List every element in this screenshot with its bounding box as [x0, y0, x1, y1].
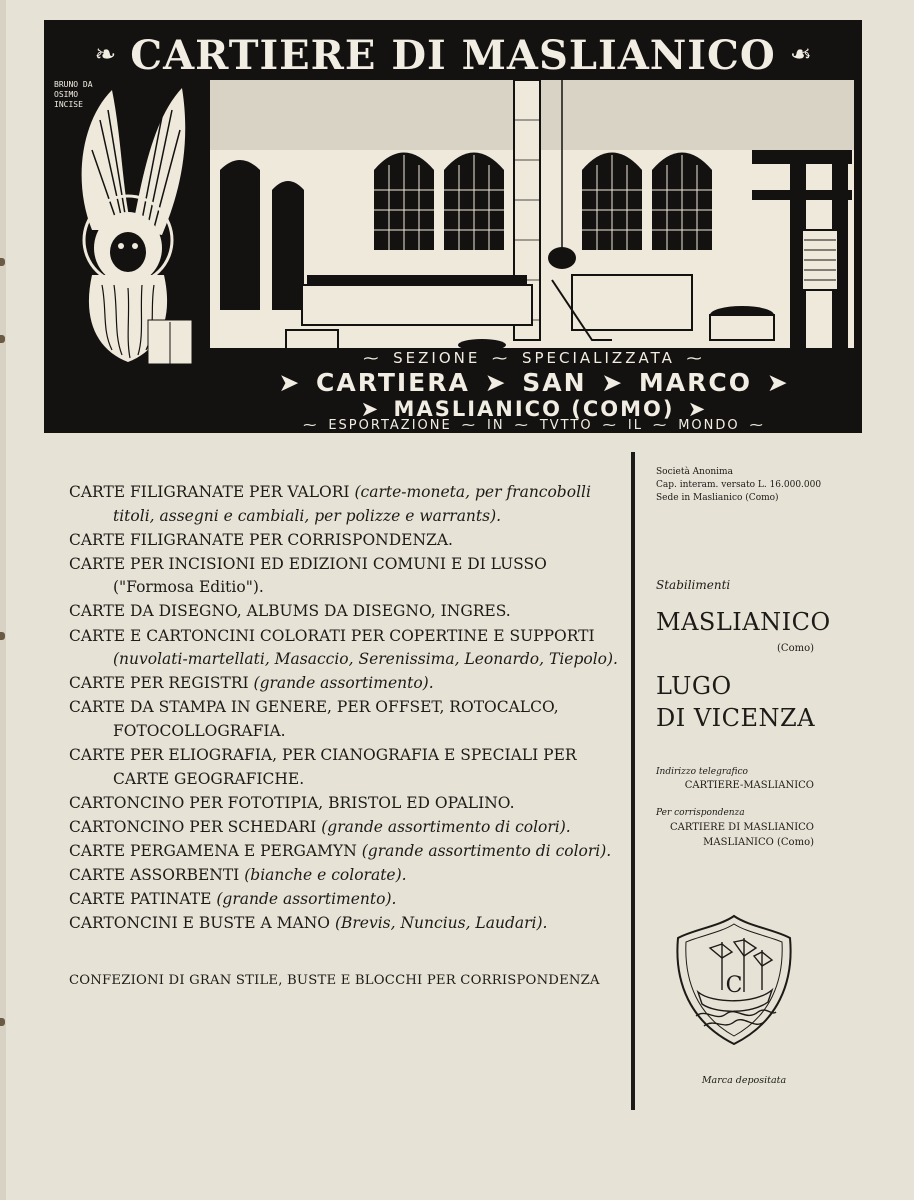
binding-hole: [0, 1018, 5, 1026]
banner-word: SPECIALIZZATA: [521, 349, 675, 367]
banner-word: IN: [487, 418, 505, 433]
product-note: (carte-moneta, per francobolli: [354, 483, 591, 501]
ornament-icon: ➤: [687, 397, 708, 421]
plant-city-lugo: LUGO: [656, 672, 732, 700]
engraver-line: OSIMO: [54, 90, 79, 99]
product-name: CARTE DA DISEGNO, ALBUMS DA DISEGNO, INGRES.: [69, 602, 511, 621]
telegraph-label: Indirizzo telegrafico: [656, 767, 748, 777]
product-item: [69, 553, 617, 600]
company-seat: Sede in Maslianico (Como): [656, 493, 779, 503]
product-note: (grande assortimento di colori).: [321, 817, 571, 836]
ornament-right-icon: ❧: [789, 40, 812, 70]
product-item: [69, 696, 617, 743]
telegraph-address: CARTIERE-MASLIANICO: [684, 780, 814, 791]
papermill-engraving: [52, 80, 854, 365]
ornament-icon: ➤: [766, 368, 790, 397]
ornament-icon: ➤: [484, 368, 508, 397]
ornament-icon: ➤: [601, 368, 625, 397]
product-name: CARTE PER REGISTRI: [69, 674, 254, 693]
product-name: CARTONCINO PER SCHEDARI: [69, 817, 322, 836]
product-item: [69, 529, 617, 553]
correspondence-address-1: CARTIERE DI MASLIANICO: [670, 822, 814, 833]
product-note-cont: FOTOCOLLOGRAFIA.: [113, 721, 286, 740]
product-list: [69, 481, 617, 936]
product-item: [69, 912, 617, 936]
product-item: [69, 672, 617, 696]
product-name: CARTE PATINATE: [69, 890, 217, 909]
product-item: [69, 481, 617, 528]
banner-title-row: [44, 28, 862, 82]
product-item: [69, 792, 617, 816]
product-item: [69, 625, 617, 672]
company-capital: Cap. interam. versato L. 16.000.000: [656, 480, 822, 490]
winged-lion-icon: [52, 80, 204, 365]
ornament-icon: ⁓: [653, 418, 669, 433]
product-item: [69, 744, 617, 791]
plant-city-vicenza: DI VICENZA: [656, 704, 816, 732]
banner-line-cartiera: [214, 368, 854, 397]
banner-word: CARTIERA: [316, 368, 470, 397]
ornament-icon: ⁓: [363, 349, 382, 367]
product-name: CARTE FILIGRANATE PER CORRISPONDENZA.: [69, 530, 453, 549]
product-name: CARTONCINI E BUSTE A MANO: [69, 914, 335, 933]
binding-hole: [0, 258, 5, 266]
company-type: Società Anonima: [656, 467, 733, 477]
company-info: [656, 466, 821, 505]
binding-hole: [0, 335, 5, 343]
product-note-cont: CARTE GEOGRAFICHE.: [113, 769, 305, 788]
ornament-icon: ➤: [360, 397, 381, 421]
banner-line-esportazione: [214, 418, 854, 433]
banner-word: TVTTO: [539, 418, 593, 433]
ornament-icon: ⁓: [602, 418, 618, 433]
banner-line-sezione: [214, 349, 854, 367]
product-note: (bianche e colorate).: [244, 866, 407, 884]
product-item: [69, 864, 617, 888]
product-note-cont: titoli, assegni e cambiali, per polizze e warrants).: [113, 506, 502, 525]
product-name: CARTE PERGAMENA E PERGAMYN: [69, 841, 362, 860]
correspondence-label: Per corrispondenza: [656, 808, 745, 818]
banner-title: CARTIERE DI MASLIANICO: [130, 31, 776, 79]
crest-letter: C: [725, 973, 743, 998]
stabilimenti-label: Stabilimenti: [656, 578, 731, 592]
banner-word: MASLIANICO (COMO): [393, 397, 675, 421]
product-note: (grande assortimento).: [253, 674, 434, 693]
product-note-cont: ("Formosa Editio").: [113, 578, 264, 597]
ornament-icon: ⁓: [461, 418, 477, 433]
mill-interior-icon: [210, 80, 854, 365]
ornament-icon: ⁓: [514, 418, 530, 433]
engraver-line: INCISE: [54, 100, 83, 109]
product-note: (grande assortimento di colori).: [361, 841, 612, 860]
ornament-icon: ⁓: [492, 349, 511, 367]
column-divider: [631, 452, 635, 1110]
ornament-left-icon: ❧: [94, 40, 117, 70]
product-name: CARTE FILIGRANATE PER VALORI: [69, 483, 355, 501]
product-name: CARTE PER INCISIONI ED EDIZIONI COMUNI E DI LUSSO: [69, 554, 547, 573]
product-name: CARTONCINO PER FOTOTIPIA, BRISTOL ED OPALINO.: [69, 793, 515, 812]
trademark-crest-icon: [672, 912, 796, 1048]
plant-city-maslianico: MASLIANICO: [656, 608, 831, 636]
product-note: (Brevis, Nuncius, Laudari).: [334, 914, 548, 933]
ornament-icon: ➤: [278, 368, 302, 397]
product-note-cont: (nuvolati-martellati, Masaccio, Serenissima, Leonardo, Tiepolo).: [113, 650, 618, 669]
product-name: CARTE DA STAMPA IN GENERE, PER OFFSET, ROTOCALCO,: [69, 698, 559, 717]
product-note: (grande assortimento).: [216, 890, 397, 909]
product-name: CARTE ASSORBENTI: [69, 866, 245, 884]
banner-word: SEZIONE: [393, 349, 481, 367]
engraver-signature: [54, 80, 110, 110]
product-item: [69, 816, 617, 840]
binding-hole: [0, 632, 5, 640]
product-item: [69, 840, 617, 864]
product-name: CARTE PER ELIOGRAFIA, PER CIANOGRAFIA E SPECIALI PER: [69, 746, 577, 765]
product-item: [69, 888, 617, 912]
banner-word: SAN: [522, 368, 587, 397]
confezioni-line: CONFEZIONI DI GRAN STILE, BUSTE E BLOCCHI PER CORRISPONDENZA: [69, 973, 600, 988]
ornament-icon: ⁓: [303, 418, 319, 433]
product-name: CARTE E CARTONCINI COLORATI PER COPERTINE E SUPPORTI: [69, 626, 595, 645]
header-banner: [44, 20, 862, 433]
banner-word: ESPORTAZIONE: [328, 418, 452, 433]
plant-city-maslianico-sub: (Como): [777, 643, 814, 654]
engraver-line: BRUNO DA: [54, 80, 93, 89]
ornament-icon: ⁓: [749, 418, 765, 433]
banner-word: MARCO: [638, 368, 752, 397]
ornament-icon: ⁓: [686, 349, 705, 367]
banner-word: IL: [627, 418, 643, 433]
correspondence-address-2: MASLIANICO (Como): [703, 837, 814, 848]
banner-word: MONDO: [678, 418, 740, 433]
trademark-caption: Marca depositata: [701, 1075, 787, 1086]
product-item: [69, 600, 617, 624]
